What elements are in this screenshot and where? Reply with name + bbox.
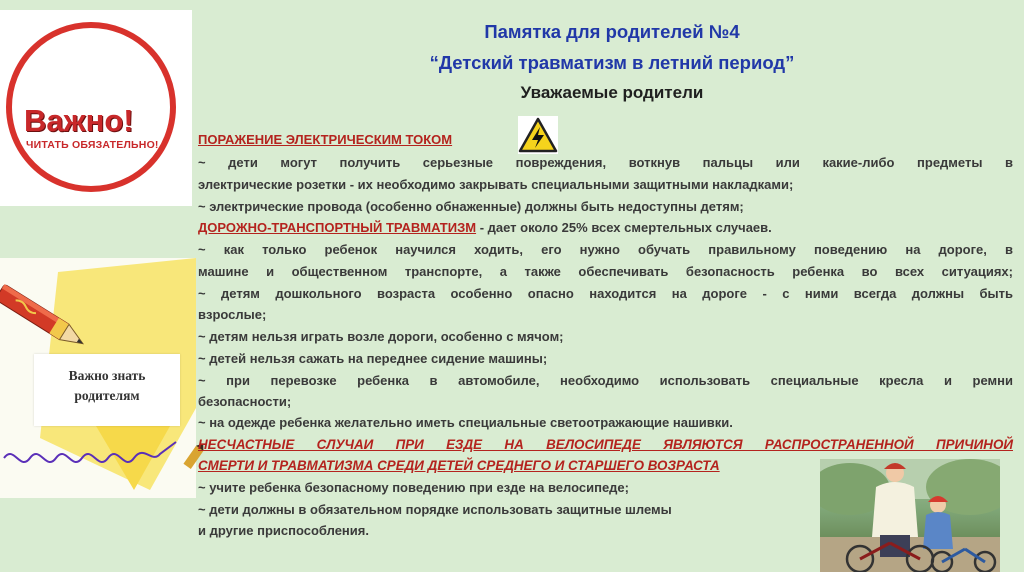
memo-greeting: Уважаемые родители (520, 83, 704, 102)
text-line: ~ как только ребенок научился ходить, его нужно обучать правильному поведению на дороге, в (198, 242, 1013, 257)
text-line: ~ детям дошкольного возраста особенно опасно находится на дороге - с ними всегда должны быть (198, 286, 1013, 301)
text-line: ~ учите ребенка безопасному поведению при езде на велосипеде; (198, 480, 629, 495)
text-line: ~ дети могут получить серьезные повреждения, воткнув пальцы или какие-либо предметы в (198, 155, 1013, 170)
text-line: электрические розетки - их необходимо закрывать специальными защитными накладками; (198, 177, 794, 192)
text-line: безопасности; (198, 394, 292, 409)
important-stamp (0, 10, 192, 206)
red-pencil-icon (0, 278, 96, 360)
text-line: ~ детей нельзя сажать на переднее сидение машины; (198, 351, 548, 366)
text-line: и другие приспособления. (198, 523, 369, 538)
section-road-title: ДОРОЖНО-ТРАНСПОРТНЫЙ ТРАВМАТИЗМ - дает около 25% всех смертельных случаев. (198, 220, 772, 235)
text-line: машине и общественном транспорте, а также обеспечивать безопасность ребенка во всех ситуациях; (198, 264, 1013, 279)
note-card (34, 354, 180, 426)
memo-title: Памятка для родителей №4 (484, 21, 740, 42)
stamp-subtitle: ЧИТАТЬ ОБЯЗАТЕЛЬНО! (26, 139, 159, 151)
bicycle-family-photo (820, 459, 1000, 572)
note-card-line2: родителям (74, 388, 140, 403)
section-bicycle-title-line2: СМЕРТИ И ТРАВМАТИЗМА СРЕДИ ДЕТЕЙ СРЕДНЕГО И СТАРШЕГО ВОЗРАСТА (198, 458, 720, 473)
section-bicycle-title-line1: НЕСЧАСТНЫЕ СЛУЧАИ ПРИ ЕЗДЕ НА ВЕЛОСИПЕДЕ ЯВЛЯЮТСЯ РАСПРОСТРАНЕННОЙ ПРИЧИНОЙ (198, 437, 1013, 452)
text-line: ~ детям нельзя играть возле дороги, особенно с мячом; (198, 329, 564, 344)
note-card-line1: Важно знать (68, 368, 146, 383)
stamp-word: Важно! (24, 103, 134, 138)
text-line: ~ дети должны в обязательном порядке использовать защитные шлемы (198, 502, 672, 517)
text-line: ~ электрические провода (особенно обнаженные) должны быть недоступны детям; (198, 199, 744, 214)
section-electric-title: ПОРАЖЕНИЕ ЭЛЕКТРИЧЕСКИМ ТОКОМ (198, 132, 453, 147)
text-line: ~ на одежде ребенка желательно иметь специальные светоотражающие нашивки. (198, 415, 733, 430)
text-line: взрослые; (198, 307, 267, 322)
text-line: ~ при перевозке ребенка в автомобиле, необходимо использовать специальные кресла и ремни (198, 373, 1013, 388)
memo-subtitle: “Детский травматизм в летний период” (429, 52, 795, 73)
